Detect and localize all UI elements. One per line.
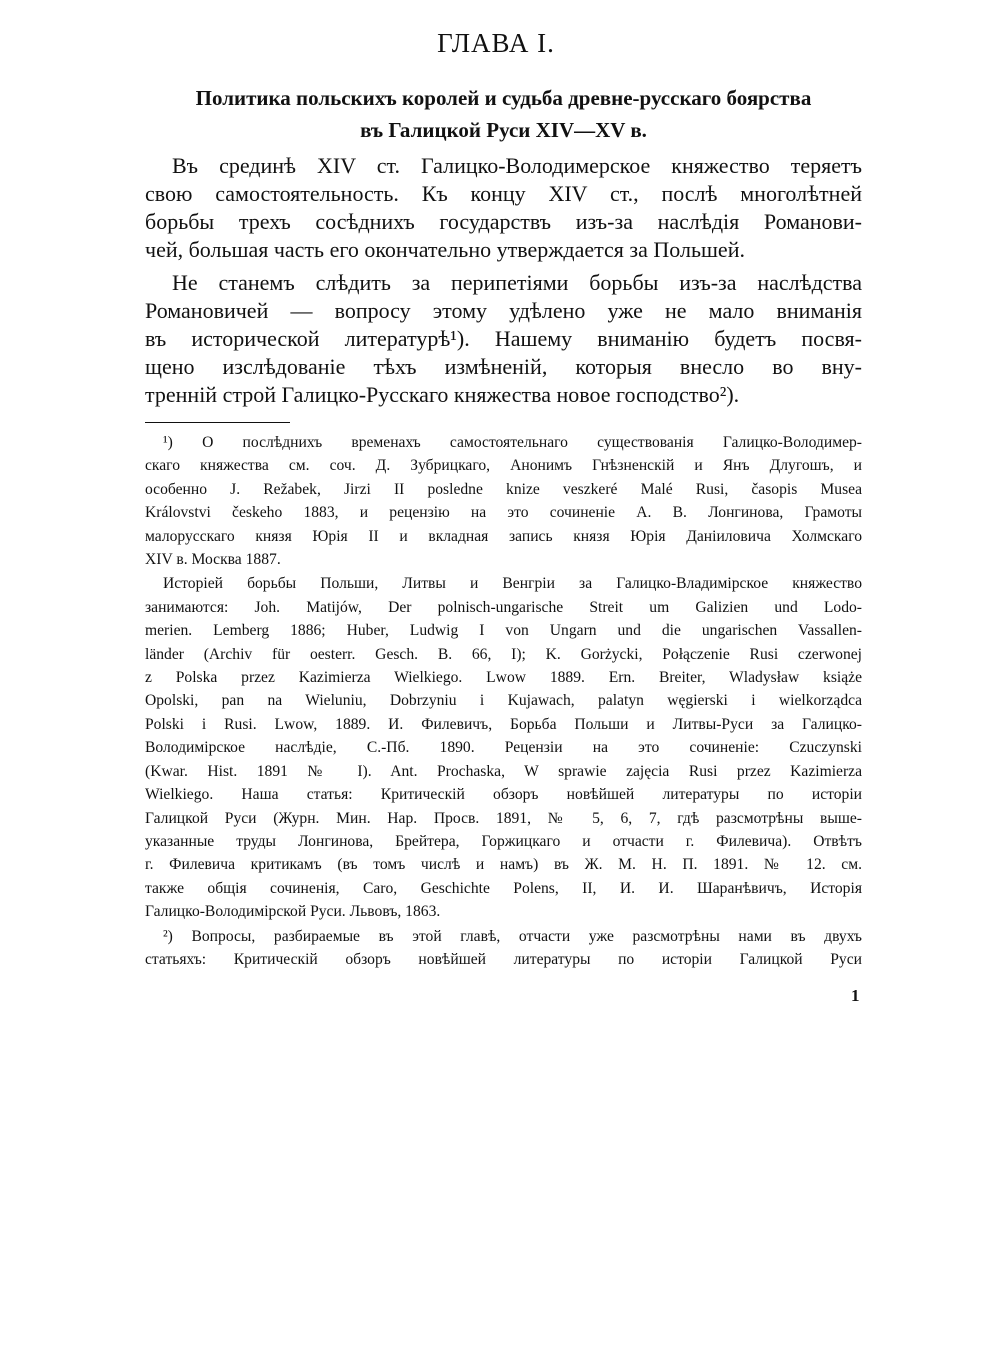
text-line: щено изслѣдованіе тѣхъ измѣненій, которыя внесло во вну- bbox=[145, 354, 862, 379]
text-line: Въ срединѣ XIV ст. Галицко-Володимерское княжество теряетъ bbox=[172, 153, 862, 178]
text-line: Královstvi českeho 1883, и рецензію на это сочиненіе А. В. Лонгинова, Грамоты bbox=[145, 504, 862, 522]
text-line: борьбы трехъ сосѣднихъ государствъ изъ-за наслѣдія Романови- bbox=[145, 209, 862, 234]
text-line: Галицкой Руси (Журн. Мин. Нар. Просв. 1891, № 5, 6, 7, гдѣ разсмотрѣны выше- bbox=[145, 809, 862, 827]
paragraph bbox=[145, 269, 862, 409]
text-line: Исторіей борьбы Польши, Литвы и Венгріи за Галицко-Владимірское княжество bbox=[163, 575, 862, 593]
body-text bbox=[145, 152, 862, 409]
text-line: XIV в. Москва 1887. bbox=[145, 551, 281, 569]
text-line: ²) Вопросы, разбираемые въ этой главѣ, отчасти уже разсмотрѣны нами въ двухъ bbox=[163, 927, 862, 945]
chapter-subtitle bbox=[145, 82, 862, 146]
text-line: merien. Lemberg 1886; Huber, Ludwig I von Ungarn und die ungarischen Vassallen- bbox=[145, 622, 862, 640]
text-line: также общія сочиненія, Caro, Geschichte Polens, II, И. И. Шаранѣвичъ, Исторія bbox=[145, 879, 862, 897]
text-line: Opolski, pan na Wieluniu, Dobrzyniu i Kujawach, palatyn węgierski i wielkorządca bbox=[145, 692, 862, 710]
text-line: малорусскаго князя Юрія II и вкладная запись князя Юрія Даніиловича Холмскаго bbox=[145, 527, 862, 545]
text-line: länder (Archiv für oesterr. Gesch. B. 66, I); K. Gorżycki, Połączenie Rusi czerwonej bbox=[145, 645, 862, 663]
footnote bbox=[145, 925, 862, 972]
text-line: тренній строй Галицко-Русскаго княжества новое господство²). bbox=[145, 382, 740, 407]
text-line: статьяхъ: Критическій обзоръ новѣйшей литературы по исторіи Галицкой Руси bbox=[145, 950, 862, 968]
text-line: Галицко-Володимірской Руси. Львовъ, 1863. bbox=[145, 903, 441, 921]
footnote bbox=[145, 431, 862, 571]
text-line: г. Филевича критикамъ (въ томъ числѣ и намъ) въ Ж. М. Н. П. 1891. № 12. см. bbox=[145, 856, 862, 874]
text-line: указанные труды Лонгинова, Брейтера, Горжицкаго и отчасти г. Филевича). Отвѣтъ bbox=[145, 832, 862, 850]
footnote bbox=[145, 572, 862, 923]
chapter-title: ГЛАВА I. bbox=[437, 28, 555, 58]
text-line: z Polska przez Kazimierza Wielkiego. Lwow 1889. Ern. Breiter, Wladysław książe bbox=[145, 669, 862, 687]
text-line: (Kwar. Hist. 1891 № I). Ant. Prochaska, W sprawie zajęcia Rusi przez Kazimierza bbox=[145, 762, 862, 780]
subtitle-line: Политика польскихъ королей и судьба древне-русскаго боярства bbox=[195, 86, 812, 110]
text-line: Не станемъ слѣдить за перипетіями борьбы изъ-за наслѣдства bbox=[172, 270, 862, 295]
text-line: Романовичей — вопросу этому удѣлено уже не мало вниманія bbox=[145, 298, 862, 323]
text-line: Polski i Rusi. Lwow, 1889. И. Филевичъ, Борьба Польши и Литвы-Руси за Галицко- bbox=[145, 715, 862, 733]
page-number: 1 bbox=[851, 986, 860, 1005]
text-line: Володимірское наслѣдіе, С.-Пб. 1890. Рецензіи на это сочиненіе: Czuczynski bbox=[145, 739, 862, 757]
footnote-divider bbox=[145, 422, 290, 423]
text-line: свою самостоятельность. Къ концу XIV ст., послѣ многолѣтней bbox=[145, 181, 862, 206]
subtitle-line: въ Галицкой Руси XIV—XV в. bbox=[360, 118, 647, 142]
text-line: особенно J. Režabek, Jirzi II posledne knize veszkeré Malé Rusi, časopis Musea bbox=[145, 480, 862, 498]
text-line: Wielkiego. Наша статья: Критическій обзоръ новѣйшей литературы по исторіи bbox=[145, 786, 862, 804]
text-line: чей, большая часть его окончательно утверждается за Польшей. bbox=[145, 237, 745, 262]
text-line: въ исторической литературѣ¹). Нашему вниманію будетъ посвя- bbox=[145, 326, 862, 351]
paragraph bbox=[145, 152, 862, 264]
text-line: скаго княжества см. соч. Д. Зубрицкаго, Анонимъ Гнѣзненскій и Янъ Длугошъ, и bbox=[145, 457, 862, 475]
footnotes bbox=[145, 431, 862, 971]
text-line: занимаются: Joh. Matijów, Der polnisch-ungarische Streit um Galizien und Lodo- bbox=[145, 598, 862, 616]
text-line: ¹) О послѣднихъ временахъ самостоятельнаго существованія Галицко-Володимер- bbox=[163, 434, 862, 451]
